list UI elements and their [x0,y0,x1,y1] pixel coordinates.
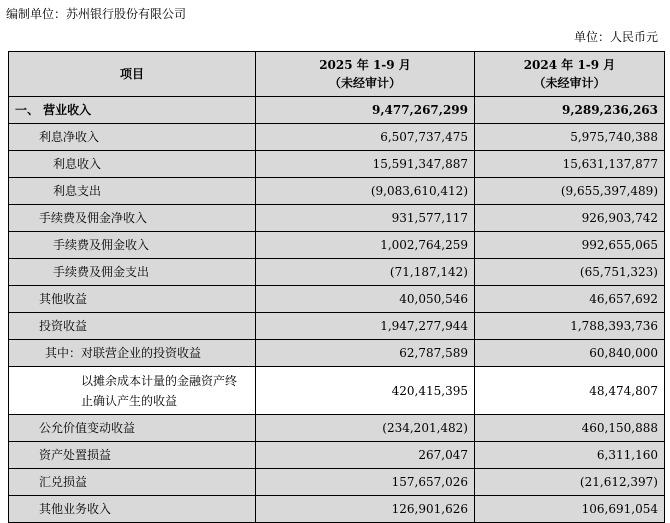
row-label: 利息收入 [9,151,256,178]
row-label: 其中：对联营企业的投资收益 [9,340,256,367]
row-value-2025: 1,002,764,259 [256,232,475,259]
row-label: 资产处置损益 [9,442,256,469]
row-value-2024: 5,975,740,388 [475,124,665,151]
row-label-line-2: 止确认产生的收益 [81,393,178,408]
table-row [9,205,665,232]
row-label: 手续费及佣金支出 [9,259,256,286]
table-row [9,259,665,286]
row-label: 一、 营业收入 [9,97,256,124]
header-item: 项目 [9,52,256,97]
row-value-2025: (234,201,482) [256,415,475,442]
row-label: 其他业务收入 [9,496,256,523]
table-row [9,124,665,151]
row-value-2024: 60,840,000 [475,340,665,367]
row-value-2025: 9,477,267,299 [256,97,475,124]
row-label: 利息支出 [9,178,256,205]
table-row [9,442,665,469]
row-label: 汇兑损益 [9,469,256,496]
row-value-2024: 15,631,137,877 [475,151,665,178]
row-label: 手续费及佣金收入 [9,232,256,259]
header-2024 [475,52,665,97]
row-value-2025: 1,947,277,944 [256,313,475,340]
row-value-2025: 126,901,626 [256,496,475,523]
header-2024-title: 2024 年 1-9 月 [523,58,616,72]
row-value-2025: 6,507,737,475 [256,124,475,151]
row-value-2024: 460,150,888 [475,415,665,442]
compiling-unit: 编制单位：苏州银行股份有限公司 [6,7,187,21]
header-2025-title: 2025 年 1-9 月 [319,58,411,72]
table-row [9,496,665,523]
row-value-2025: (71,187,142) [256,259,475,286]
row-value-2024: (9,655,397,489) [475,178,665,205]
row-value-2024: 46,657,692 [475,286,665,313]
header-2025-sub: （未经审计） [328,76,401,90]
row-value-2024: 6,311,160 [475,442,665,469]
row-value-2024: 926,903,742 [475,205,665,232]
table-header-row [9,52,665,97]
row-value-2024: 992,655,065 [475,232,665,259]
row-label: 手续费及佣金净收入 [9,205,256,232]
table-row [9,415,665,442]
table-row [9,367,665,415]
header-2025 [256,52,475,97]
row-value-2025: 157,657,026 [256,469,475,496]
row-value-2025: 267,047 [256,442,475,469]
row-value-2024: 106,691,054 [475,496,665,523]
row-value-2024: (65,751,323) [475,259,665,286]
row-value-2025: 420,415,395 [256,367,475,415]
row-value-2025: (9,083,610,412) [256,178,475,205]
row-value-2024: 1,788,393,736 [475,313,665,340]
table-row [9,178,665,205]
row-value-2025: 40,050,546 [256,286,475,313]
row-label: 公允价值变动收益 [9,415,256,442]
row-value-2024: (21,612,397) [475,469,665,496]
table-row [9,469,665,496]
row-label [9,367,256,415]
table-row [9,313,665,340]
row-value-2024: 9,289,236,263 [475,97,665,124]
row-label-line-1: 以摊余成本计量的金融资产终 [81,373,238,388]
row-value-2025: 931,577,117 [256,205,475,232]
row-label: 利息净收入 [9,124,256,151]
row-value-2025: 15,591,347,887 [256,151,475,178]
income-statement-table [8,51,665,523]
table-row [9,97,665,124]
table-row [9,151,665,178]
table-row [9,286,665,313]
currency-unit: 单位：人民币元 [573,30,658,44]
row-label: 其他收益 [9,286,256,313]
header-2024-sub: （未经审计） [533,76,606,90]
row-value-2025: 62,787,589 [256,340,475,367]
table-row [9,232,665,259]
table-row [9,340,665,367]
row-value-2024: 48,474,807 [475,367,665,415]
row-label: 投资收益 [9,313,256,340]
